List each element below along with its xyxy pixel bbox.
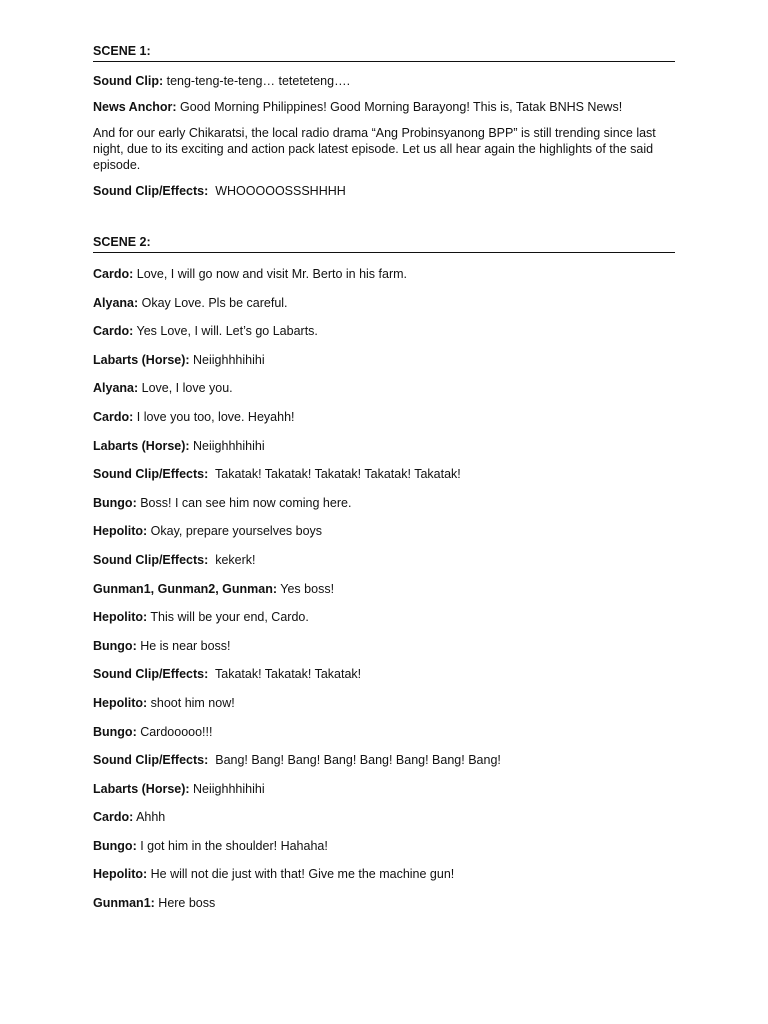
speaker-name: Hepolito: <box>93 867 148 882</box>
speaker-name: Labarts (Horse): <box>93 781 190 796</box>
dialogue-text: Okay, prepare yourselves boys <box>147 524 323 539</box>
dialogue-text: Neiighhhihihi <box>189 352 265 367</box>
dialogue-text: Takatak! Takatak! Takatak! Takatak! Takatak! <box>208 467 461 482</box>
scene-2-dialogue-list <box>93 266 675 911</box>
dialogue-line <box>93 752 675 768</box>
dialogue-text: I got him in the shoulder! Hahaha! <box>136 838 328 853</box>
speaker-name: Cardo: <box>93 409 134 424</box>
dialogue-text: Okay Love. Pls be careful. <box>138 295 288 310</box>
speaker-name: News Anchor: <box>93 100 177 114</box>
speaker-name: Labarts (Horse): <box>93 438 190 453</box>
dialogue-text: WHOOOOOSSSHHHH <box>208 184 346 198</box>
speaker-name: Sound Clip: <box>93 74 164 88</box>
dialogue-line <box>93 609 675 625</box>
dialogue-text: He will not die just with that! Give me the machine gun! <box>147 867 455 882</box>
dialogue-line <box>93 809 675 825</box>
dialogue-text: shoot him now! <box>147 695 235 710</box>
dialogue-line <box>93 724 675 740</box>
dialogue-text: He is near boss! <box>136 638 231 653</box>
dialogue-line <box>93 895 675 911</box>
speaker-name: Bungo: <box>93 638 137 653</box>
dialogue-line <box>93 638 675 654</box>
dialogue-text: Yes Love, I will. Let’s go Labarts. <box>133 324 318 339</box>
speaker-name: Sound Clip/Effects: <box>93 467 209 482</box>
speaker-name: Alyana: <box>93 381 139 396</box>
speaker-name: Hepolito: <box>93 695 148 710</box>
speaker-name: Bungo: <box>93 838 137 853</box>
dialogue-text: This will be your end, Cardo. <box>147 610 309 625</box>
scene-1-heading: SCENE 1: <box>93 43 675 62</box>
dialogue-line <box>93 466 675 482</box>
speaker-name: Bungo: <box>93 495 137 510</box>
speaker-name: Alyana: <box>93 295 139 310</box>
speaker-name: Labarts (Horse): <box>93 352 190 367</box>
script-page <box>93 43 675 911</box>
scene-2 <box>93 234 675 911</box>
dialogue-line <box>93 781 675 797</box>
dialogue-line <box>93 838 675 854</box>
dialogue-line <box>93 552 675 568</box>
speaker-name: Cardo: <box>93 810 134 825</box>
speaker-name: Hepolito: <box>93 610 148 625</box>
dialogue-text: kekerk! <box>208 552 256 567</box>
speaker-name: Bungo: <box>93 724 137 739</box>
dialogue-line <box>93 666 675 682</box>
speaker-name: Hepolito: <box>93 524 148 539</box>
dialogue-line <box>93 183 675 199</box>
dialogue-line <box>93 495 675 511</box>
dialogue-line <box>93 409 675 425</box>
dialogue-text: Neiighhhihihi <box>189 438 265 453</box>
dialogue-text: teng-teng-te-teng… teteteteng…. <box>163 74 351 88</box>
scene-1 <box>93 43 675 199</box>
dialogue-line <box>93 323 675 339</box>
dialogue-line <box>93 73 675 89</box>
dialogue-text: Here boss <box>154 896 216 911</box>
dialogue-line <box>93 295 675 311</box>
dialogue-line <box>93 523 675 539</box>
speaker-name: Gunman1: <box>93 896 155 911</box>
dialogue-text: Takatak! Takatak! Takatak! <box>208 667 362 682</box>
dialogue-text: Bang! Bang! Bang! Bang! Bang! Bang! Bang! Bang! <box>208 753 501 768</box>
speaker-name: Sound Clip/Effects: <box>93 552 209 567</box>
speaker-name: Cardo: <box>93 267 134 281</box>
narration-paragraph: And for our early Chikaratsi, the local radio drama “Ang Probinsyanong BPP” is still trending since last night, due to its exciting and action pack latest episode. Let us all hear again the highlights of the said episode. <box>93 126 656 172</box>
speaker-name: Gunman1, Gunman2, Gunman: <box>93 581 278 596</box>
dialogue-text: Ahhh <box>133 810 166 825</box>
dialogue-text: Good Morning Philippines! Good Morning Barayong! This is, Tatak BNHS News! <box>176 100 623 114</box>
dialogue-text: Yes boss! <box>277 581 335 596</box>
dialogue-text: Cardooooo!!! <box>136 724 213 739</box>
speaker-name: Cardo: <box>93 324 134 339</box>
dialogue-line <box>93 695 675 711</box>
speaker-name: Sound Clip/Effects: <box>93 667 209 682</box>
dialogue-line <box>93 380 675 396</box>
speaker-name: Sound Clip/Effects: <box>93 753 209 768</box>
dialogue-text: Neiighhhihihi <box>189 781 265 796</box>
dialogue-line <box>93 866 675 882</box>
dialogue-text: Love, I love you. <box>138 381 233 396</box>
dialogue-line <box>93 438 675 454</box>
scene-2-heading: SCENE 2: <box>93 234 675 253</box>
dialogue-line <box>93 581 675 597</box>
dialogue-text: Love, I will go now and visit Mr. Berto in his farm. <box>133 267 407 281</box>
dialogue-text: Boss! I can see him now coming here. <box>136 495 352 510</box>
dialogue-line <box>93 266 675 282</box>
speaker-name: Sound Clip/Effects: <box>93 184 209 198</box>
dialogue-line <box>93 99 675 115</box>
dialogue-line <box>93 352 675 368</box>
dialogue-text: I love you too, love. Heyahh! <box>133 409 295 424</box>
